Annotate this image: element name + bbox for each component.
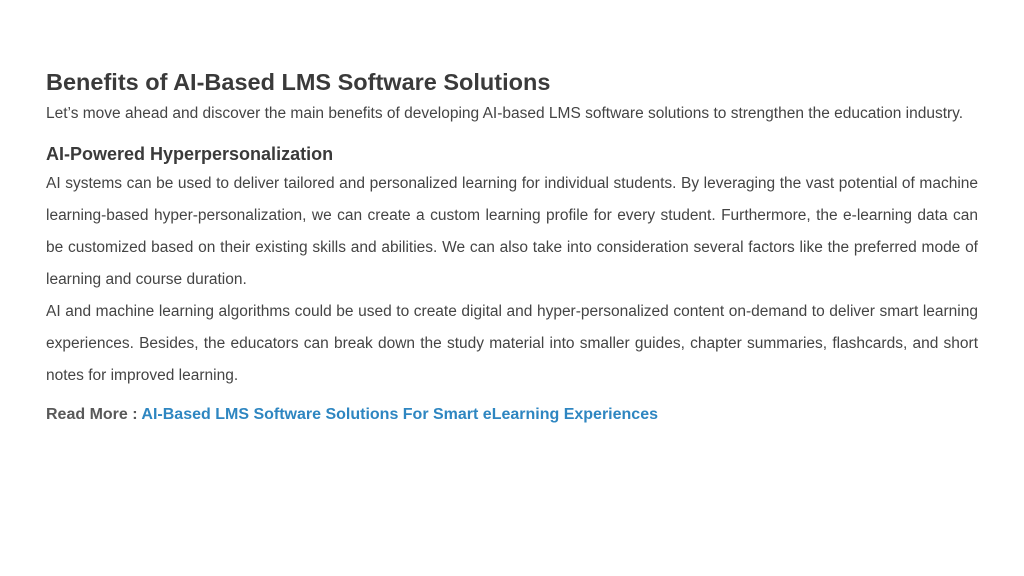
intro-paragraph: Let’s move ahead and discover the main benefits of developing AI-based LMS software solutions to strengthen the education industry. (46, 105, 964, 122)
section-paragraph-2: AI and machine learning algorithms could be used to create digital and hyper-personalized content on-demand to deliver smart learning experiences. Besides, the educators can break down the study material into smaller guides, chapter summaries, flashcards, and short notes for improved learning. (46, 303, 978, 384)
read-more-link[interactable]: AI-Based LMS Software Solutions For Smart eLearning Experiences (141, 406, 658, 423)
page-title: Benefits of AI-Based LMS Software Solutions (46, 69, 551, 95)
section-paragraph-1: AI systems can be used to deliver tailored and personalized learning for individual students. By leveraging the vast potential of machine learning-based hyper-personalization, we can create a custom learning profile for every student. Furthermore, the e-learning data can be customized based on their existing skills and abilities. We can also take into consideration several factors like the preferred mode of learning and course duration. (46, 175, 978, 288)
read-more-line (46, 403, 978, 427)
read-more-label: Read More : (46, 406, 142, 423)
section-heading: AI-Powered Hyperpersonalization (46, 144, 334, 164)
